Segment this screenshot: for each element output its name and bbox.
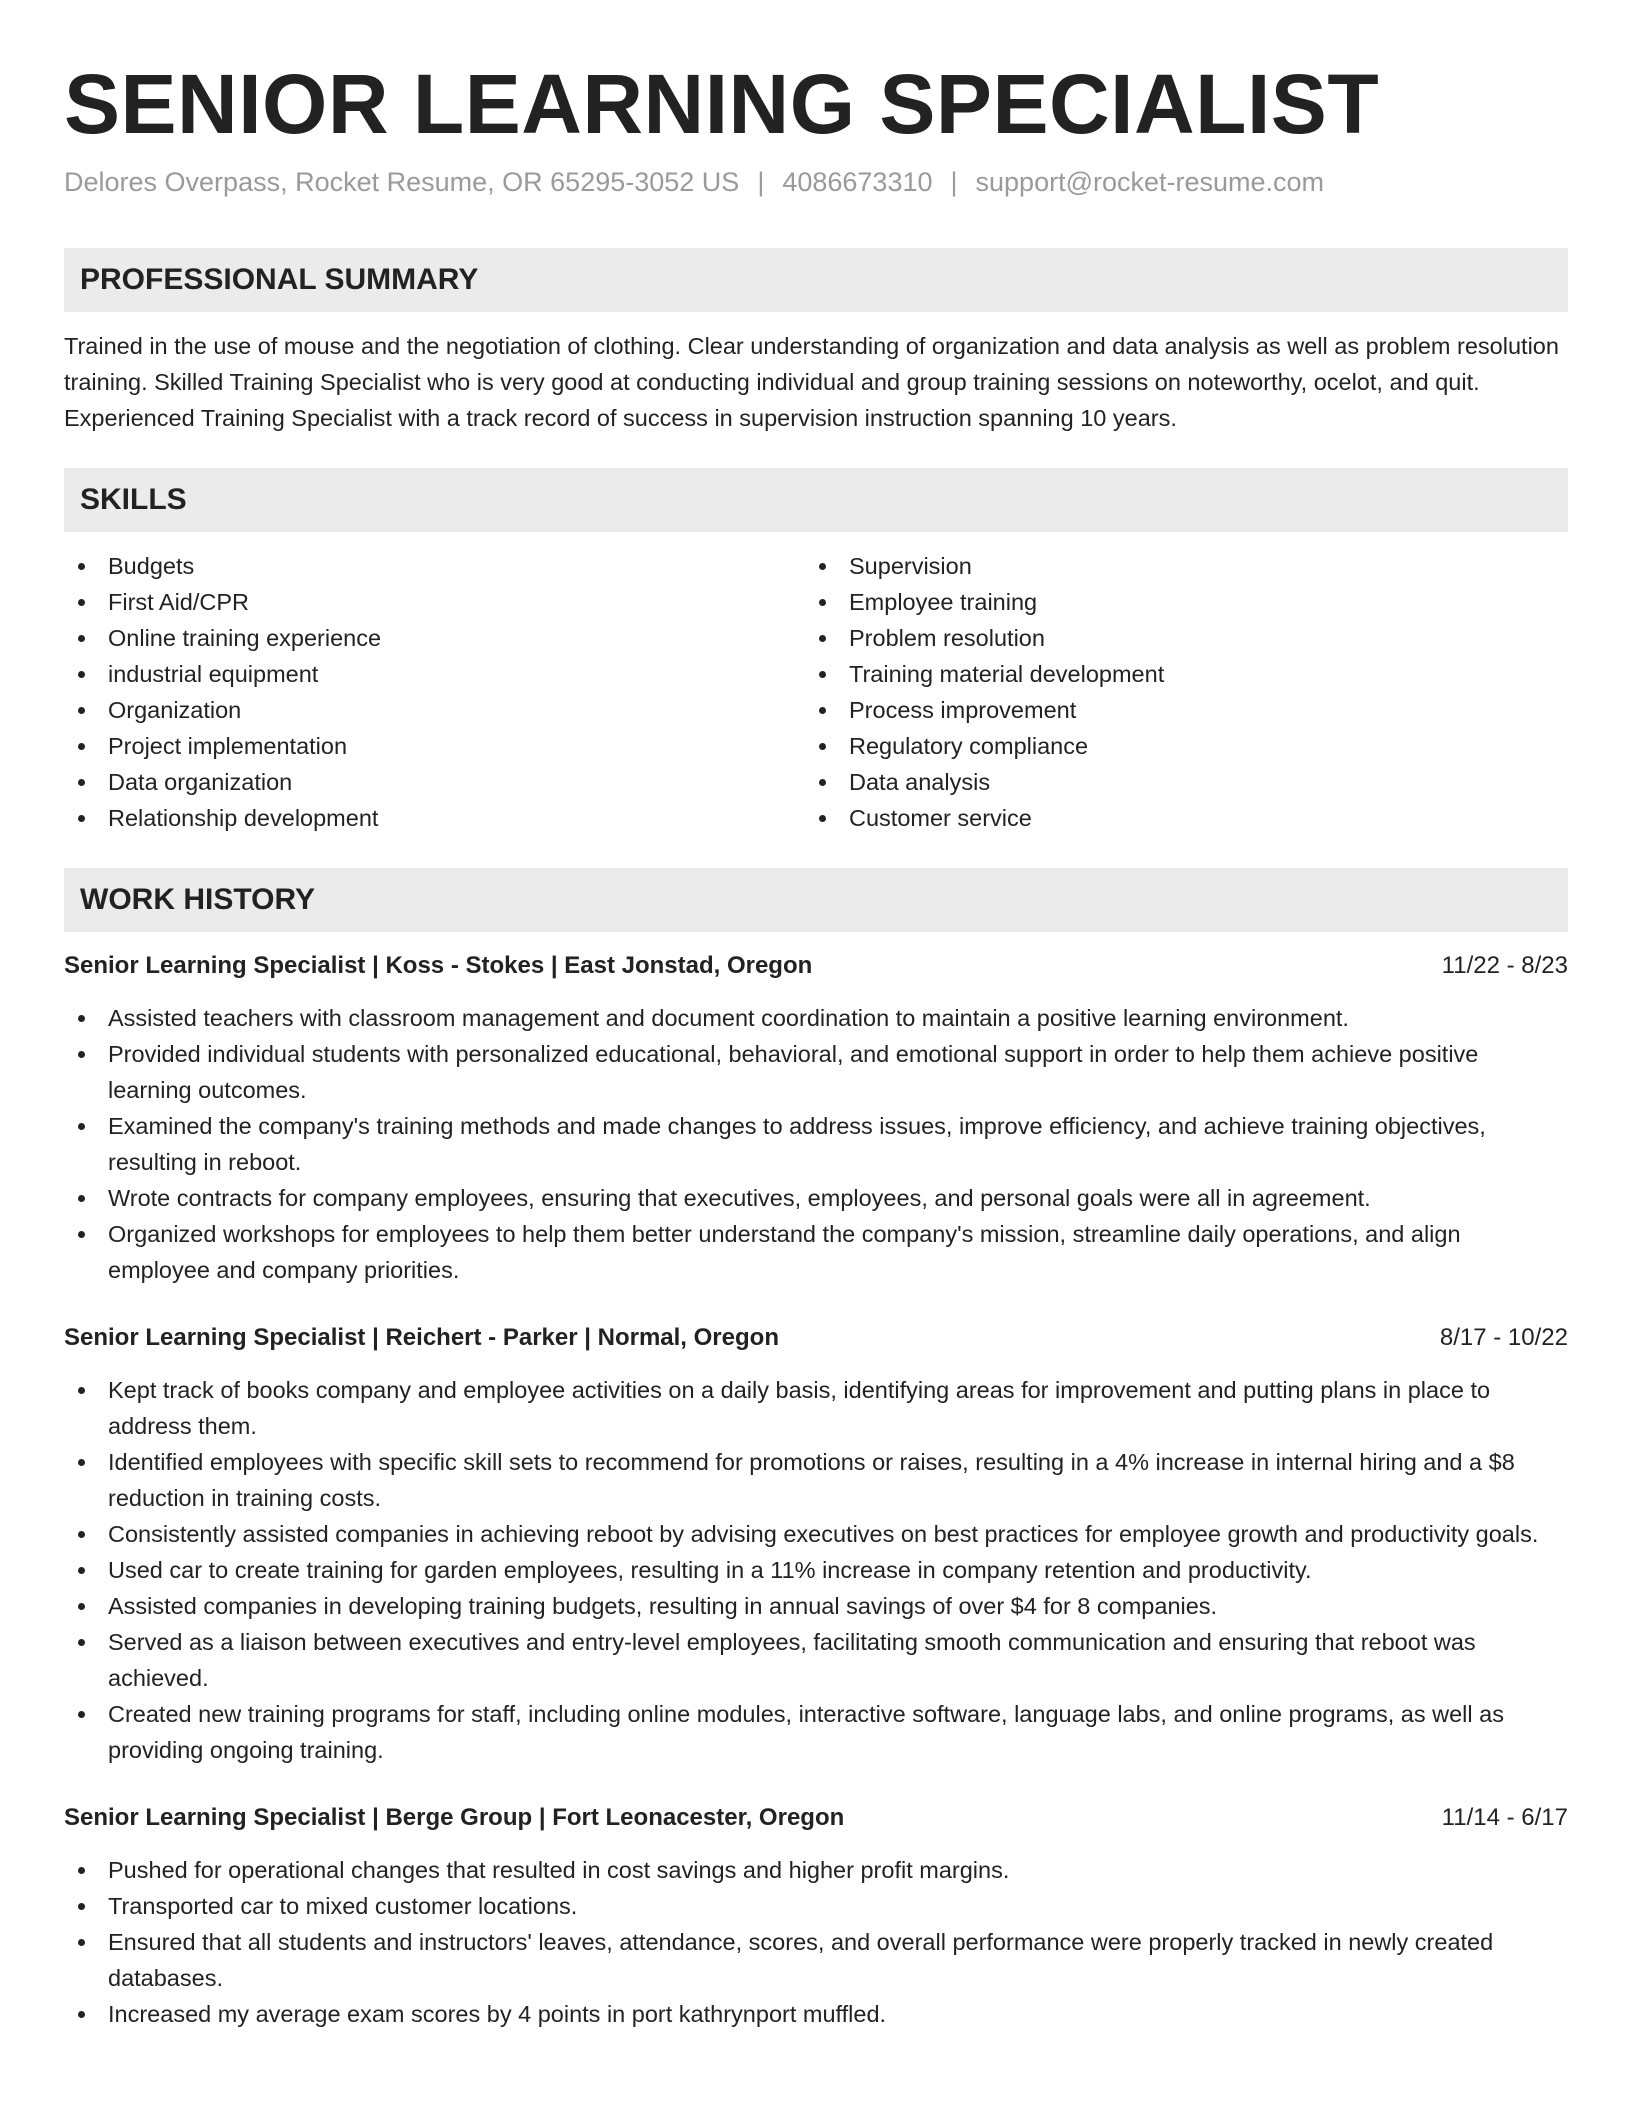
bullet-icon xyxy=(78,1711,85,1718)
list-item xyxy=(64,1000,1568,1036)
bullet-icon xyxy=(78,599,85,606)
list-item-text: Wrote contracts for company employees, ensuring that executives, employees, and personal goals were all in agreement. xyxy=(108,1185,1371,1211)
job-title: Senior Learning Specialist | Koss - Stokes | East Jonstad, Oregon xyxy=(64,952,813,979)
list-item xyxy=(64,1552,1568,1588)
resume-page xyxy=(64,56,1568,2032)
list-item-text: Transported car to mixed customer locations. xyxy=(108,1893,578,1919)
list-item xyxy=(64,1372,1568,1444)
job-title: Senior Learning Specialist | Reichert - Parker | Normal, Oregon xyxy=(64,1324,779,1351)
skill-item xyxy=(64,656,805,692)
list-item xyxy=(64,1852,1568,1888)
job-bullets xyxy=(64,1000,1568,1288)
skill-item xyxy=(805,800,1546,836)
job-dates: 8/17 - 10/22 xyxy=(1439,1324,1568,1351)
bullet-icon xyxy=(819,815,826,822)
list-item-text: Budgets xyxy=(108,553,195,579)
bullet-icon xyxy=(78,1015,85,1022)
list-item-text: Training material development xyxy=(849,661,1165,687)
list-item xyxy=(64,1444,1568,1516)
bullet-icon xyxy=(78,2011,85,2018)
list-item-text: Customer service xyxy=(849,805,1032,831)
bullet-icon xyxy=(78,1867,85,1874)
resume-title: SENIOR LEARNING SPECIALIST xyxy=(64,57,1380,151)
list-item-text: Online training experience xyxy=(108,625,382,651)
contact-line xyxy=(64,164,1568,200)
skill-item xyxy=(64,584,805,620)
list-item-text: Assisted teachers with classroom management and document coordination to maintain a positive learning environment. xyxy=(108,1005,1349,1031)
list-item-text: Supervision xyxy=(849,553,972,579)
list-item-text: Kept track of books company and employee activities on a daily basis, identifying areas for improvement and putting plans in place to address them. xyxy=(108,1377,1491,1439)
skills-column-right xyxy=(805,548,1546,836)
bullet-icon xyxy=(78,1639,85,1646)
list-item-text: Increased my average exam scores by 4 points in port kathrynport muffled. xyxy=(108,2001,887,2027)
skill-item xyxy=(805,656,1546,692)
contact-address: Delores Overpass, Rocket Resume, OR 65295-3052 US xyxy=(64,167,740,197)
bullet-icon xyxy=(78,1123,85,1130)
list-item-text: Organized workshops for employees to help them better understand the company's mission, streamline daily operations, and align employee and company priorities. xyxy=(108,1221,1461,1283)
list-item-text: Problem resolution xyxy=(849,625,1045,651)
list-item-text: Consistently assisted companies in achieving reboot by advising executives on best practices for employee growth and productivity goals. xyxy=(108,1521,1539,1547)
contact-separator: | xyxy=(757,167,765,197)
job-bullets xyxy=(64,1852,1568,2032)
skill-item xyxy=(805,584,1546,620)
skill-item xyxy=(64,620,805,656)
list-item xyxy=(64,1696,1568,1768)
section-header-skills: SKILLS xyxy=(64,468,1568,532)
skill-item xyxy=(805,728,1546,764)
list-item-text: Organization xyxy=(108,697,242,723)
list-item-text: Examined the company's training methods and made changes to address issues, improve efficiency, and achieve training objectives, resulting in reboot. xyxy=(108,1113,1486,1175)
bullet-icon xyxy=(78,1459,85,1466)
skill-item xyxy=(805,764,1546,800)
job-entry xyxy=(64,1800,1568,2032)
skill-item xyxy=(805,620,1546,656)
list-item-text: Data organization xyxy=(108,769,293,795)
job-header xyxy=(64,1800,1568,1836)
list-item-text: Process improvement xyxy=(849,697,1077,723)
list-item-text: Assisted companies in developing training budgets, resulting in annual savings of over $4 for 8 companies. xyxy=(108,1593,1218,1619)
list-item xyxy=(64,1516,1568,1552)
skill-item xyxy=(805,548,1546,584)
list-item-text: Data analysis xyxy=(849,769,991,795)
contact-phone: 4086673310 xyxy=(782,167,933,197)
bullet-icon xyxy=(78,563,85,570)
bullet-icon xyxy=(78,635,85,642)
list-item xyxy=(64,1108,1568,1180)
job-dates: 11/22 - 8/23 xyxy=(1441,952,1568,979)
bullet-icon xyxy=(78,1387,85,1394)
job-title: Senior Learning Specialist | Berge Group | Fort Leonacester, Oregon xyxy=(64,1804,845,1831)
bullet-icon xyxy=(78,671,85,678)
skills-grid xyxy=(64,548,1568,836)
contact-email: support@rocket-resume.com xyxy=(975,167,1325,197)
bullet-icon xyxy=(819,671,826,678)
skill-item xyxy=(64,548,805,584)
work-history-list xyxy=(64,948,1568,2032)
list-item-text: Ensured that all students and instructors' leaves, attendance, scores, and overall performance were properly tracked in newly created databases. xyxy=(108,1929,1494,1991)
section-header-summary: PROFESSIONAL SUMMARY xyxy=(64,248,1568,312)
job-entry xyxy=(64,1320,1568,1768)
bullet-icon xyxy=(78,1903,85,1910)
list-item-text: Project implementation xyxy=(108,733,348,759)
bullet-icon xyxy=(78,1231,85,1238)
list-item xyxy=(64,1888,1568,1924)
list-item-text: Created new training programs for staff, including online modules, interactive software, language labs, and online programs, as well as providing ongoing training. xyxy=(108,1701,1504,1763)
list-item xyxy=(64,1216,1568,1288)
bullet-icon xyxy=(78,707,85,714)
bullet-icon xyxy=(78,1531,85,1538)
list-item xyxy=(64,1588,1568,1624)
skill-item xyxy=(64,728,805,764)
list-item-text: Served as a liaison between executives and entry-level employees, facilitating smooth communication and ensuring that reboot was achieved. xyxy=(108,1629,1476,1691)
list-item-text: Pushed for operational changes that resulted in cost savings and higher profit margins. xyxy=(108,1857,1010,1883)
job-header xyxy=(64,1320,1568,1356)
skill-item xyxy=(64,692,805,728)
bullet-icon xyxy=(819,563,826,570)
bullet-icon xyxy=(819,707,826,714)
bullet-icon xyxy=(819,635,826,642)
list-item-text: Identified employees with specific skill sets to recommend for promotions or raises, resulting in a 4% increase in internal hiring and a $8 reduction in training costs. xyxy=(108,1449,1515,1511)
bullet-icon xyxy=(78,743,85,750)
skill-item xyxy=(64,764,805,800)
bullet-icon xyxy=(78,1195,85,1202)
skill-item xyxy=(64,800,805,836)
list-item-text: Used car to create training for garden employees, resulting in a 11% increase in company retention and productivity. xyxy=(108,1557,1312,1583)
summary-text: Trained in the use of mouse and the negotiation of clothing. Clear understanding of organization and data analysis as well as problem resolution training. Skilled Training Specialist who is very good at conducting individual and group training sessions on noteworthy, ocelot, and quit. Experienced Training Specialist with a track record of success in supervision instruction spanning 10 years. xyxy=(64,333,1559,431)
job-entry xyxy=(64,948,1568,1288)
list-item xyxy=(64,1924,1568,1996)
list-item-text: First Aid/CPR xyxy=(108,589,250,615)
list-item-text: Regulatory compliance xyxy=(849,733,1089,759)
skill-item xyxy=(805,692,1546,728)
bullet-icon xyxy=(78,1051,85,1058)
bullet-icon xyxy=(819,743,826,750)
list-item-text: Provided individual students with personalized educational, behavioral, and emotional support in order to help them achieve positive learning outcomes. xyxy=(108,1041,1479,1103)
bullet-icon xyxy=(78,1939,85,1946)
list-item-text: Relationship development xyxy=(108,805,379,831)
contact-separator: | xyxy=(950,167,958,197)
bullet-icon xyxy=(78,1567,85,1574)
list-item xyxy=(64,1624,1568,1696)
job-header xyxy=(64,948,1568,984)
skills-column-left xyxy=(64,548,805,836)
job-dates: 11/14 - 6/17 xyxy=(1441,1804,1568,1831)
list-item xyxy=(64,1036,1568,1108)
job-bullets xyxy=(64,1372,1568,1768)
bullet-icon xyxy=(819,599,826,606)
section-header-work-history: WORK HISTORY xyxy=(64,868,1568,932)
bullet-icon xyxy=(78,779,85,786)
bullet-icon xyxy=(78,815,85,822)
bullet-icon xyxy=(819,779,826,786)
list-item-text: industrial equipment xyxy=(108,661,319,687)
list-item-text: Employee training xyxy=(849,589,1038,615)
list-item xyxy=(64,1996,1568,2032)
list-item xyxy=(64,1180,1568,1216)
bullet-icon xyxy=(78,1603,85,1610)
